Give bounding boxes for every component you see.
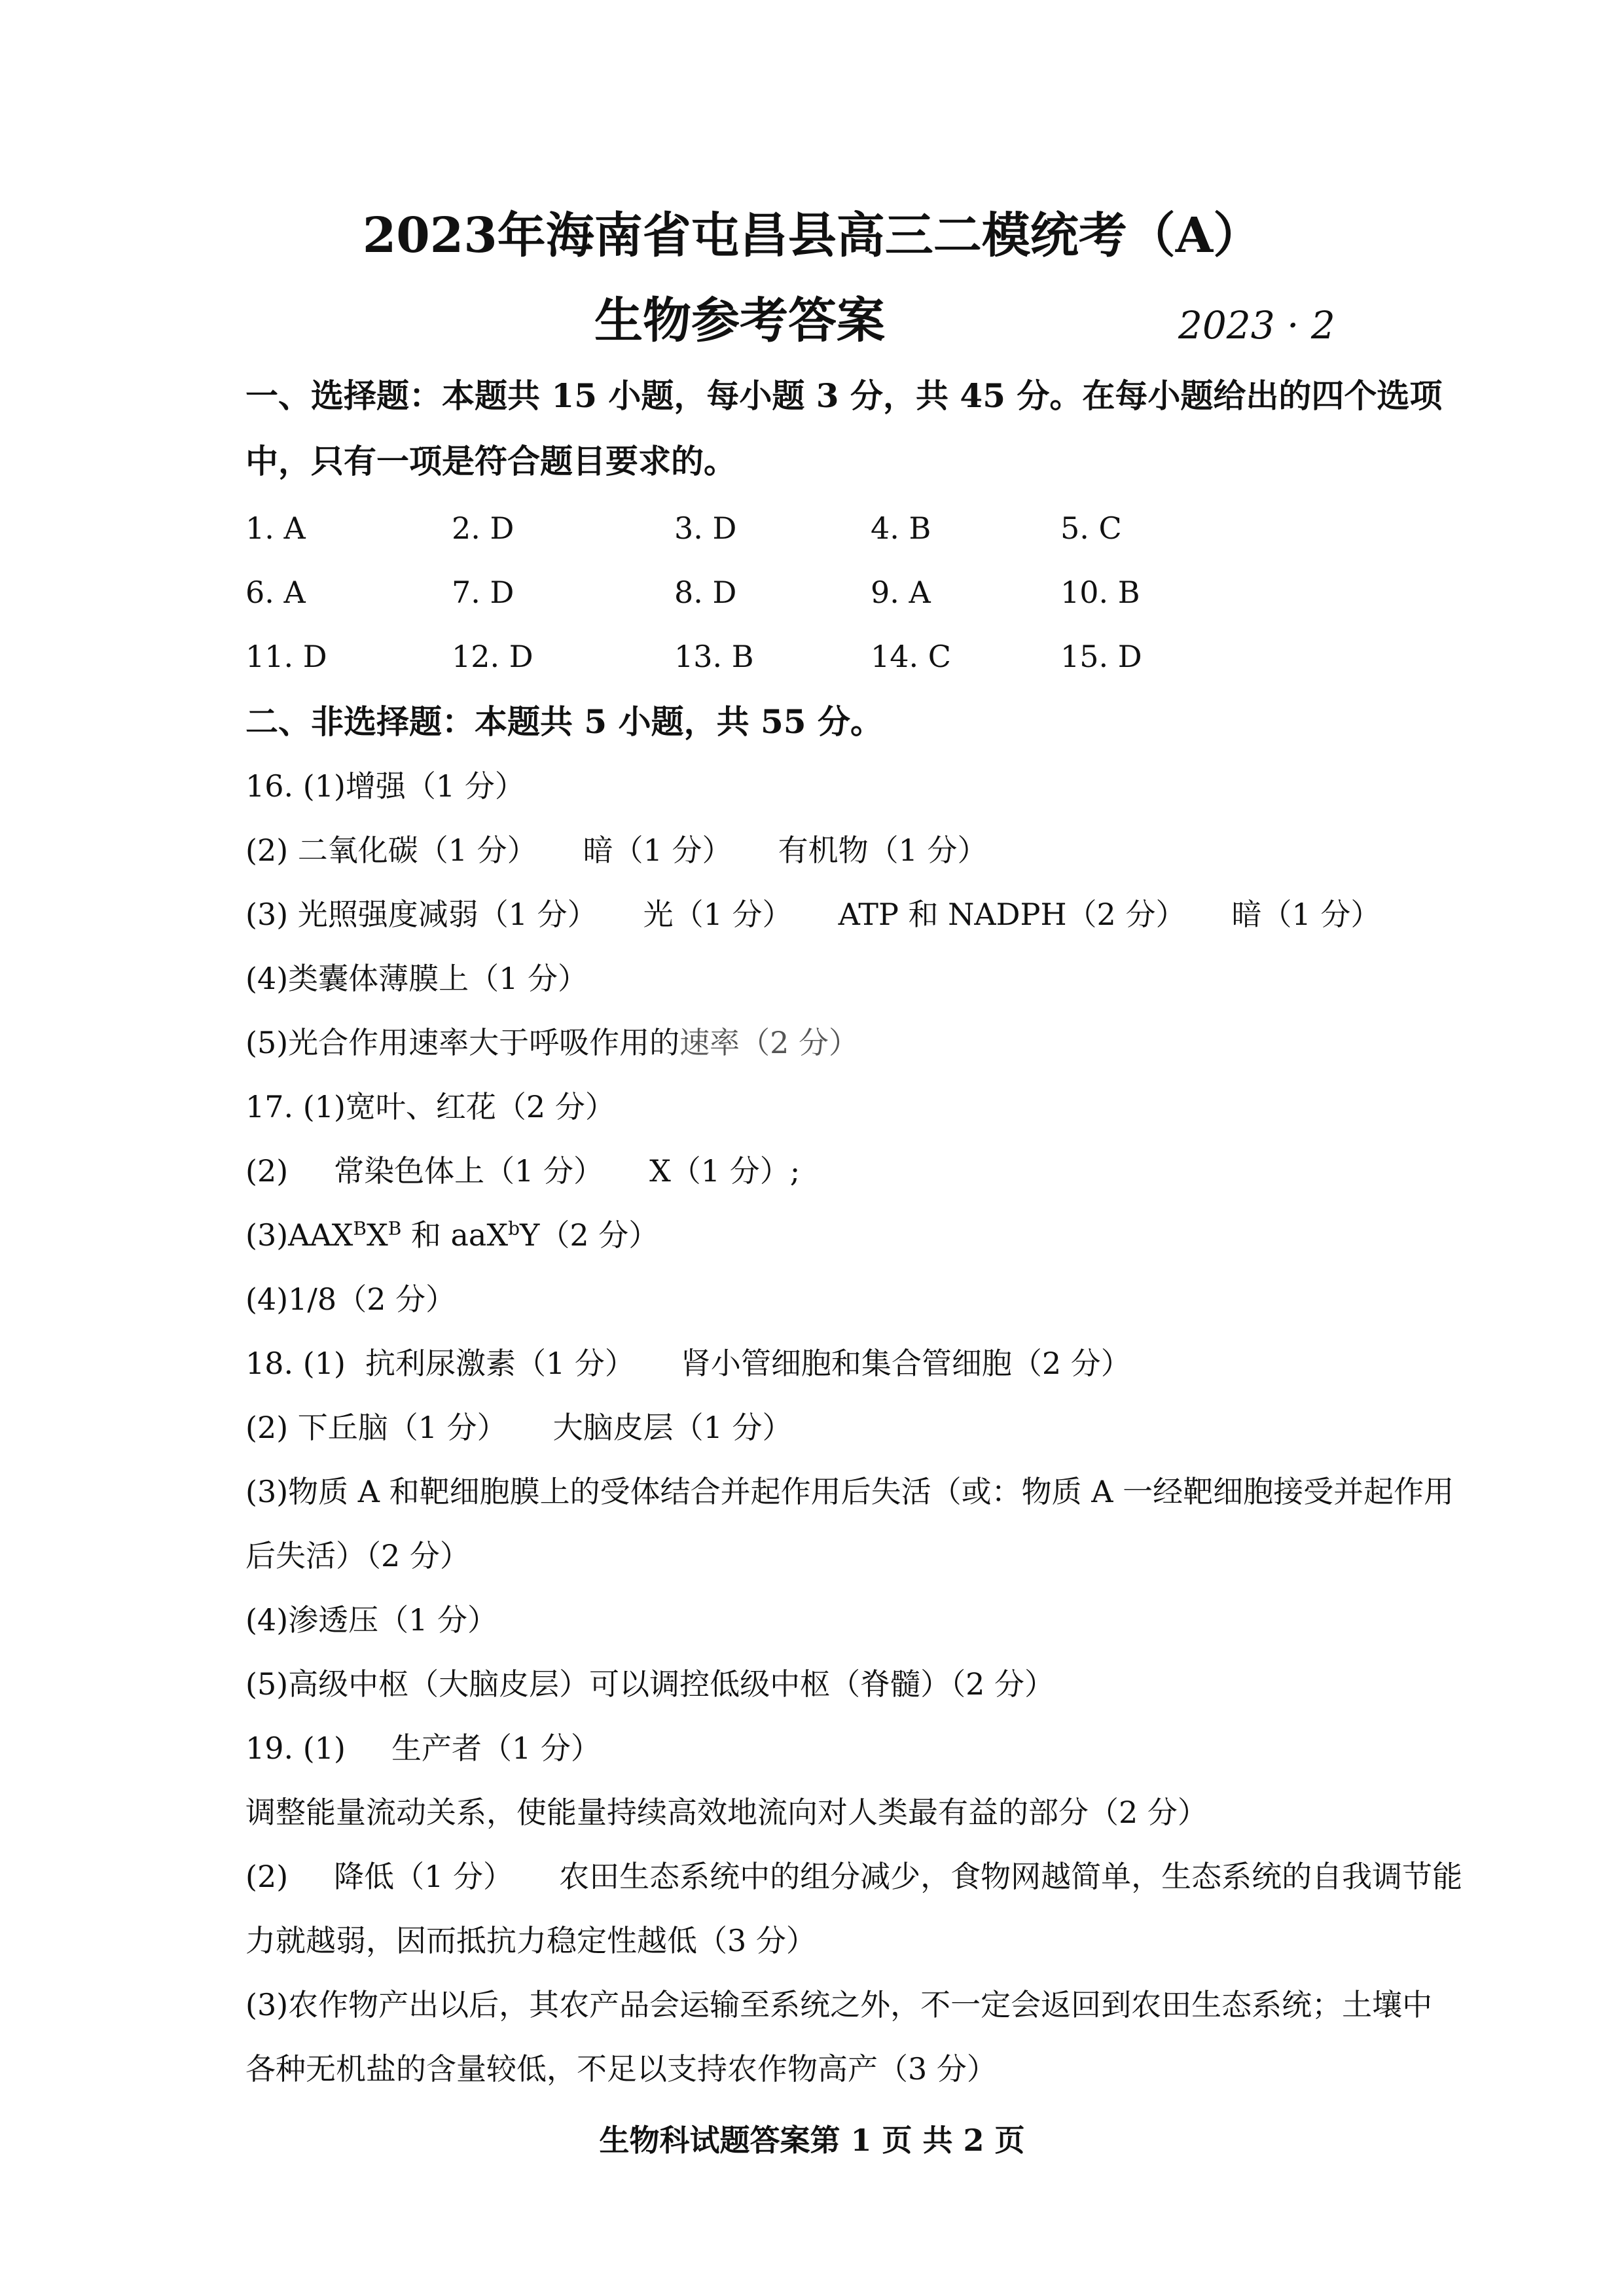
- answer-item: 12. D: [452, 639, 533, 674]
- q16-line-4: (4)类囊体薄膜上（1 分）: [245, 961, 588, 996]
- q19-line-1: [245, 1719, 1411, 1778]
- answer-item: 8. D: [674, 575, 737, 610]
- q16-2a: (2) 二氧化碳（1 分）: [245, 833, 537, 868]
- answer-item: 10. B: [1060, 575, 1140, 610]
- q19-3a: (2): [245, 1859, 289, 1894]
- q18-2b: 大脑皮层（1 分）: [552, 1410, 793, 1445]
- answer-item: 2. D: [452, 511, 514, 546]
- answer-item: 3. D: [674, 511, 737, 546]
- q19-1b: 生产者（1 分）: [391, 1731, 601, 1766]
- q18-line-1: [245, 1334, 1411, 1393]
- answer-item: 7. D: [452, 575, 514, 610]
- answer-item: 5. C: [1060, 511, 1122, 546]
- q18-1c: 肾小管细胞和集合管细胞（2 分）: [680, 1346, 1131, 1381]
- q19-line-4: 力就越弱，因而抵抗力稳定性越低（3 分）: [245, 1923, 816, 1958]
- q16-line-1: 16. (1)增强（1 分）: [245, 768, 525, 804]
- q17-2c: X（1 分）;: [649, 1153, 801, 1189]
- q17-line-4: (4)1/8（2 分）: [245, 1282, 456, 1317]
- q19-line-2: 调整能量流动关系，使能量持续高效地流向对人类最有益的部分（2 分）: [245, 1795, 1208, 1830]
- q16-2c: 有机物（1 分）: [778, 833, 988, 868]
- q16-2b: 暗（1 分）: [583, 833, 732, 868]
- answer-row-2: [245, 563, 1411, 622]
- q17-3-sup: b: [508, 1217, 520, 1240]
- answer-item: 4. B: [871, 511, 931, 546]
- q18-line-2: [245, 1398, 1411, 1457]
- q19-3b: 降低（1 分）: [334, 1859, 514, 1894]
- exam-date: 2023 · 2: [1178, 303, 1335, 348]
- q16-line-3: [245, 885, 1411, 944]
- q17-3-text: 和 aaX: [401, 1217, 509, 1253]
- q18-1a: 18. (1): [245, 1346, 346, 1381]
- answer-row-1: [245, 499, 1411, 558]
- q18-1b: 抗利尿激素（1 分）: [365, 1346, 635, 1381]
- q17-3-sup: B: [353, 1217, 367, 1240]
- q18-line-4: (4)渗透压（1 分）: [245, 1602, 498, 1638]
- answer-item: 1. A: [245, 511, 306, 546]
- answer-item: 9. A: [871, 575, 931, 610]
- q17-2b: 常染色体上（1 分）: [334, 1153, 604, 1189]
- q19-1a: 19. (1): [245, 1731, 346, 1766]
- q17-3-sup: B: [388, 1217, 402, 1240]
- answer-item: 11. D: [245, 639, 327, 674]
- q18-line-5: (5)高级中枢（大脑皮层）可以调控低级中枢（脊髓）（2 分）: [245, 1666, 1055, 1702]
- q16-5a: (5)光合作用速率大于呼吸作用的: [245, 1025, 680, 1060]
- page-subtitle: 生物参考答案: [594, 293, 885, 349]
- section1-heading-line2: 中，只有一项是符合题目要求的。: [245, 442, 736, 480]
- q17-line-1: 17. (1)宽叶、红花（2 分）: [245, 1089, 615, 1124]
- q19-3c: 农田生态系统中的组分减少，食物网越简单，生态系统的自我调节能: [559, 1859, 1463, 1894]
- q17-3-text: Y（2 分）: [520, 1217, 659, 1253]
- q16-3d: 暗（1 分）: [1231, 897, 1381, 932]
- page-footer: 生物科试题答案第 1 页 共 2 页: [599, 2123, 1025, 2158]
- q17-3-text: (3)AAX: [245, 1217, 353, 1253]
- q17-2a: (2): [245, 1153, 289, 1189]
- q18-line-3b: 后失活）（2 分）: [245, 1538, 470, 1573]
- q16-line-2: [245, 821, 1411, 880]
- answer-item: 14. C: [871, 639, 951, 674]
- q18-line-3: (3)物质 A 和靶细胞膜上的受体结合并起作用后失活（或：物质 A 一经靶细胞接受并起作用: [245, 1474, 1454, 1509]
- answer-item: 6. A: [245, 575, 306, 610]
- q16-3c: ATP 和 NADPH（2 分）: [838, 897, 1186, 932]
- q18-2a: (2) 下丘脑（1 分）: [245, 1410, 507, 1445]
- answer-row-3: [245, 627, 1411, 686]
- q16-3b: 光（1 分）: [643, 897, 793, 932]
- q17-line-2: [245, 1141, 1411, 1200]
- q19-line-6: 各种无机盐的含量较低，不足以支持农作物高产（3 分）: [245, 2051, 997, 2087]
- q16-line-5: [245, 1013, 1411, 1072]
- answer-item: 13. B: [674, 639, 754, 674]
- q16-3a: (3) 光照强度减弱（1 分）: [245, 897, 598, 932]
- section2-heading: 二、非选择题：本题共 5 小题，共 55 分。: [245, 702, 883, 741]
- q17-3-text: X: [366, 1217, 388, 1253]
- q16-5b: 速率（2 分）: [679, 1025, 859, 1060]
- page-title: 2023年海南省屯昌县高三二模统考（A）: [362, 207, 1262, 264]
- section1-heading-line1: 一、选择题：本题共 15 小题，每小题 3 分，共 45 分。在每小题给出的四个选项: [245, 376, 1443, 415]
- q19-line-3: [245, 1847, 1463, 1906]
- subtitle-row: [0, 281, 1624, 360]
- answer-item: 15. D: [1060, 639, 1142, 674]
- q17-line-3: [245, 1206, 1411, 1265]
- q19-line-5: (3)农作物产出以后，其农产品会运输至系统之外，不一定会返回到农田生态系统；土壤中: [245, 1987, 1433, 2022]
